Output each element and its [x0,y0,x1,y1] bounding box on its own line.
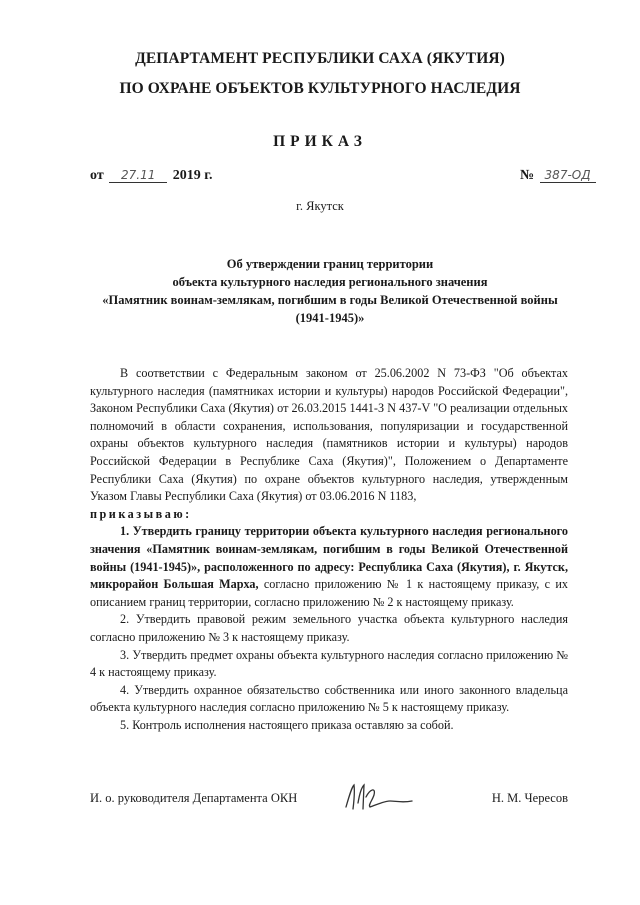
subject-line: (1941-1945)» [295,311,365,325]
order-number [520,168,596,184]
prikazyvayu-text: приказываю: [90,506,192,521]
item1-rest-text: согласно приложению № 1 к настоящему приказу, с их описанием границ территории, согласно приложению № 2 к настоящему приказу. [90,577,568,609]
handwritten-signature [340,779,420,815]
date-prefix: от [90,168,104,183]
signatory-name: Н. М. Чересов [491,791,568,805]
department-name-line1: ДЕПАРТАМЕНТ РЕСПУБЛИКИ САХА (ЯКУТИЯ) [135,50,505,67]
preamble-text: В соответствии с Федеральным законом от 25.06.2002 N 73-ФЗ "Об объектах культурного наследия (памятниках истории и культуры) народов Российской Федерации", Законом Республики Саха (Якутия) от 26.03.2015 1441-З N 437-V "О реализации отдельных полномочий в области сохранения, использования, популяризации и государственной охраны объектов культурного наследия (памятников истории и культуры) народов Российской Федерации в Республике Саха (Якутия)", Положением о Департаменте Республики Саха (Якутия) по охране объектов культурного наследия, утвержденным Указом Главы Республики Саха (Якутия) от 03.06.2016 N 1183, [90,366,568,504]
handwritten-number: 387-ОД [540,168,596,183]
order-city: г. Якутск [296,199,344,213]
order-item-2: 2. Утвердить правовой режим земельного участка объекта культурного наследия согласно приложению № 3 к настоящему приказу. [90,612,568,644]
subject-line: объекта культурного наследия регионального значения [172,275,488,289]
order-item-5: 5. Контроль исполнения настоящего приказа оставляю за собой. [120,717,454,732]
number-prefix: № [520,168,535,183]
order-item-3: 3. Утвердить предмет охраны объекта культурного наследия согласно приложению № 4 к настоящему приказу. [90,647,568,680]
order-item-4: 4. Утвердить охранное обязательство собственника или иного законного владельца объекта культурного наследия согласно приложению № 5 к настоящему приказу. [90,682,568,715]
date-year: 2019 г. [172,168,213,183]
preamble-paragraph [90,365,568,506]
department-name-line2: ПО ОХРАНЕ ОБЪЕКТОВ КУЛЬТУРНОГО НАСЛЕДИЯ [119,80,521,97]
item1-bold-text: 1. Утвердить границу территории объекта культурного наследия регионального значения «Памятник воинам-землякам, погибшим в годы Великой Отечественной войны (1941-1945)», расположенного по адресу: Республика Саха (Якутия), г. Якутск, микрорайон Большая Марха, [90,524,568,592]
subject-line: Об утверждении границ территории [226,257,434,271]
order-item-1 [90,523,568,611]
prikazyvayu-line [90,506,568,524]
signatory-role: И. о. руководителя Департамента ОКН [90,791,298,805]
signature-block [90,785,568,815]
order-title: ПРИКАЗ [273,133,367,150]
order-date [90,168,212,184]
handwritten-date: 27.11 [109,168,167,183]
order-subject [95,255,565,327]
subject-line: «Памятник воинам-землякам, погибшим в годы Великой Отечественной войны [102,293,558,307]
order-body [90,365,568,734]
